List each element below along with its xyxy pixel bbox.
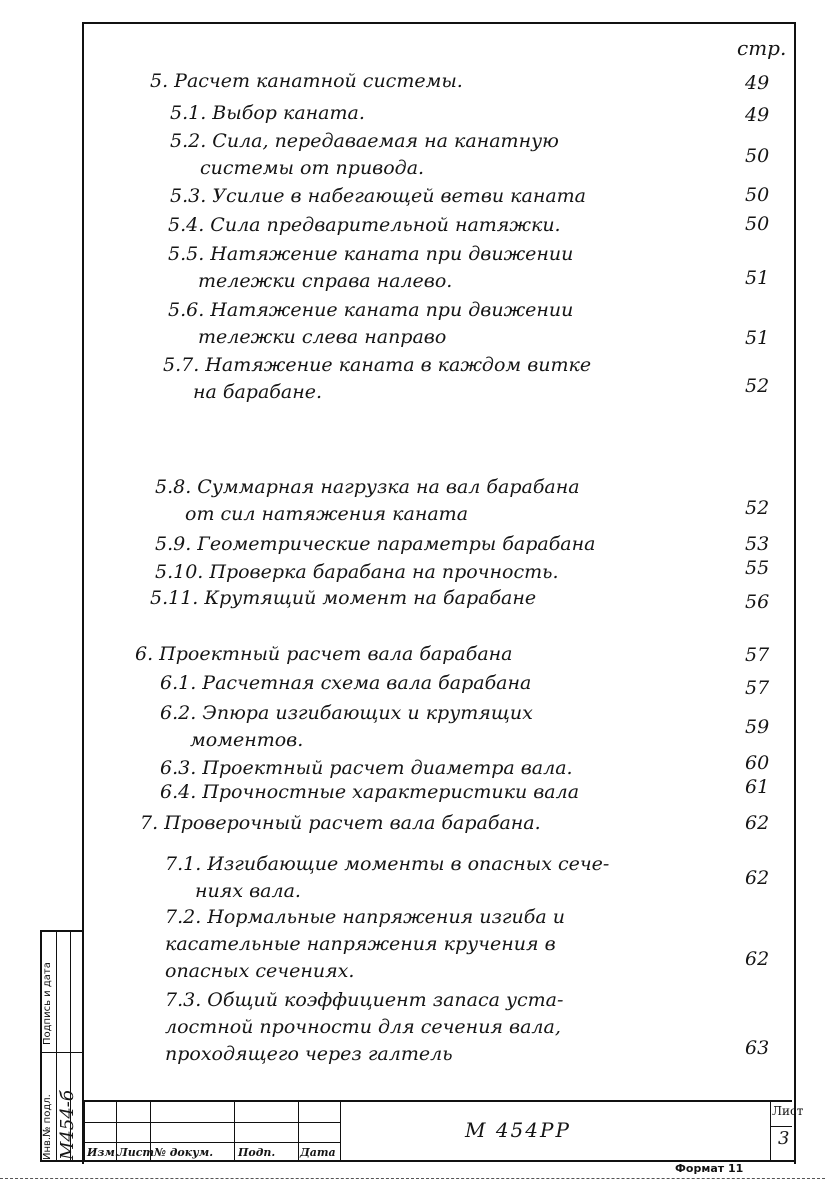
toc-entry-line: 6.3. Проектный расчет диаметра вала. (160, 757, 573, 779)
toc-entry-page: 51 (745, 327, 770, 349)
toc-entry-line: 6. Проектный расчет вала барабана (135, 643, 513, 665)
toc-entry-page: 50 (745, 213, 770, 235)
sheet-number: 3 (778, 1128, 790, 1149)
toc-entry-page: 59 (745, 716, 770, 738)
toc-entry-page: 52 (745, 497, 770, 519)
toc-entry-page: 50 (745, 184, 770, 206)
toc-entry-line: 5.11. Крутящий момент на барабане (150, 587, 537, 609)
stamp-label-list: Лист (118, 1146, 155, 1159)
toc-entry-line: ниях вала. (195, 880, 301, 902)
toc-entry-page: 62 (745, 812, 770, 834)
toc-entry-line: тележки справа налево. (198, 270, 453, 292)
format-cut-line (0, 1178, 825, 1179)
toc-entry-line: касательные напряжения кручения в (165, 933, 556, 955)
toc-entry-page: 52 (745, 375, 770, 397)
toc-entry-page: 60 (745, 752, 770, 774)
toc-entry-page: 50 (745, 145, 770, 167)
toc-entry-line: 5.1. Выбор каната. (170, 102, 365, 124)
toc-entry-page: 56 (745, 591, 770, 613)
toc-entry-line: 5.8. Суммарная нагрузка на вал барабана (155, 476, 580, 498)
toc-entry-line: опасных сечениях. (165, 960, 355, 982)
toc-entry-line: 6.4. Прочностные характеристики вала (160, 781, 580, 803)
title-block (84, 1100, 792, 1162)
page-column-header: стр. (737, 36, 787, 60)
toc-entry-page: 61 (745, 776, 770, 798)
stamp-label-date: Дата (300, 1146, 336, 1159)
inv-label: Инв.№ подл. (42, 1094, 53, 1160)
toc-entry-page: 55 (745, 557, 770, 579)
toc-entry-line: 7.3. Общий коэффициент запаса уста- (165, 989, 564, 1011)
toc-entry-line: проходящего через галтель (165, 1043, 453, 1065)
toc-entry-line: 5.9. Геометрические параметры барабана (155, 533, 596, 555)
toc-entry-line: 5.7. Натяжение каната в каждом витке (163, 354, 592, 376)
toc-entry-line: 5. Расчет канатной системы. (150, 70, 463, 92)
side-strip-divider (42, 1052, 84, 1053)
stamp-label-doc: № докум. (154, 1146, 214, 1159)
toc-entry-line: 7. Проверочный расчет вала барабана. (140, 812, 541, 834)
toc-entry-line: 7.2. Нормальные напряжения изгиба и (165, 906, 565, 928)
toc-entry-line: моментов. (190, 729, 304, 751)
toc-entry-line: 5.10. Проверка барабана на прочность. (155, 561, 559, 583)
toc-entry-page: 53 (745, 533, 770, 555)
inv-value: М454-б (57, 1090, 78, 1160)
toc-entry-page: 62 (745, 948, 770, 970)
toc-entry-line: системы от привода. (200, 157, 425, 179)
toc-entry-line: 6.2. Эпюра изгибающих и крутящих (160, 702, 533, 724)
sheet-label: Лист (772, 1104, 804, 1118)
toc-entry-page: 49 (745, 72, 770, 94)
toc-entry-page: 57 (745, 644, 770, 666)
toc-entry-line: 5.3. Усилие в набегающей ветви каната (170, 185, 587, 207)
toc-entry-line: лостной прочности для сечения вала, (165, 1016, 561, 1038)
toc-entry-page: 63 (745, 1037, 770, 1059)
toc-entry-line: на барабане. (193, 381, 323, 403)
toc-entry-line: 5.6. Натяжение каната при движении (168, 299, 574, 321)
toc-entry-page: 49 (745, 104, 770, 126)
toc-entry-page: 51 (745, 267, 770, 289)
document-designation: М 454РР (465, 1118, 571, 1142)
toc-entry-line: 7.1. Изгибающие моменты в опасных сече- (165, 853, 610, 875)
toc-entry-line: 6.1. Расчетная схема вала барабана (160, 672, 532, 694)
toc-entry-line: 5.2. Сила, передаваемая на канатную (170, 130, 559, 152)
toc-entry-line: 5.4. Сила предварительной натяжки. (168, 214, 561, 236)
toc-entry-page: 57 (745, 677, 770, 699)
sign-label: Подпись и дата (42, 962, 53, 1045)
toc-entry-line: 5.5. Натяжение каната при движении (168, 243, 574, 265)
toc-entry-line: тележки слева направо (198, 326, 447, 348)
format-label: Формат 11 (675, 1162, 744, 1175)
toc-entry-page: 62 (745, 867, 770, 889)
stamp-label-sign: Подп. (238, 1146, 276, 1159)
toc-entry-line: от сил натяжения каната (185, 503, 469, 525)
stamp-label-izm: Изм. (87, 1146, 119, 1159)
